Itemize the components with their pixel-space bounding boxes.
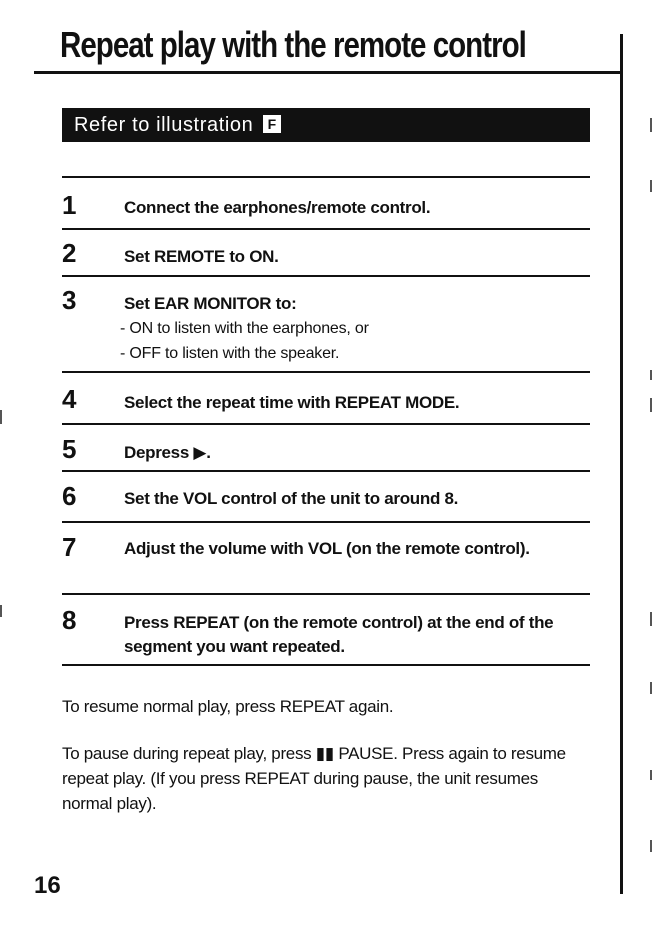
scan-edge-mark — [650, 840, 652, 852]
step-number: 2 — [62, 238, 77, 268]
page-number: 16 — [34, 872, 61, 899]
scan-edge-mark — [650, 180, 652, 192]
scan-edge-mark — [650, 770, 652, 780]
scan-edge-mark — [650, 118, 652, 132]
step-text: Select the repeat time with REPEAT MODE. — [124, 393, 460, 412]
step-divider — [62, 664, 590, 666]
step-number: 6 — [62, 481, 77, 511]
step-sub-line: - ON to listen with the earphones, or — [120, 320, 369, 337]
step-text: Set EAR MONITOR to: — [124, 294, 297, 313]
step-divider — [62, 371, 590, 373]
step-text: Press REPEAT (on the remote control) at the end of the segment you want repeated. — [124, 613, 554, 656]
step-text: Depress ▶. — [124, 443, 211, 462]
step-divider — [62, 275, 590, 277]
right-margin-rule — [620, 34, 623, 894]
scan-edge-mark — [650, 370, 652, 380]
step-text: Adjust the volume with VOL (on the remote control). — [124, 539, 530, 558]
illustration-badge: F — [263, 115, 281, 133]
step-divider — [62, 228, 590, 230]
scan-edge-mark — [0, 605, 2, 617]
step-divider — [62, 176, 590, 178]
step-number: 3 — [62, 285, 77, 315]
scan-edge-mark — [650, 612, 652, 626]
note-paragraph: To resume normal play, press REPEAT again. — [62, 697, 394, 716]
scan-edge-mark — [650, 682, 652, 694]
step-number: 7 — [62, 532, 77, 562]
scan-edge-mark — [0, 410, 2, 424]
note-paragraph: To pause during repeat play, press ▮▮ PAUSE. Press again to resume repeat play. (If you press REPEAT during pause, the unit resumes normal play). — [62, 744, 566, 813]
step-sub-line: - OFF to listen with the speaker. — [120, 345, 340, 362]
step-divider — [62, 593, 590, 595]
step-text: Set REMOTE to ON. — [124, 247, 279, 266]
step-text: Set the VOL control of the unit to around 8. — [124, 489, 459, 508]
refer-to-illustration-banner — [62, 108, 590, 142]
refer-text: Refer to illustration — [74, 114, 254, 136]
step-text: Connect the earphones/remote control. — [124, 198, 431, 217]
scan-edge-mark — [650, 398, 652, 412]
page-title: Repeat play with the remote control — [60, 24, 526, 65]
step-divider — [62, 470, 590, 472]
step-number: 5 — [62, 434, 77, 464]
step-number: 4 — [62, 384, 77, 414]
title-underline — [34, 71, 623, 74]
step-number: 1 — [62, 190, 77, 220]
step-number: 8 — [62, 605, 77, 635]
step-divider — [62, 423, 590, 425]
step-divider — [62, 521, 590, 523]
